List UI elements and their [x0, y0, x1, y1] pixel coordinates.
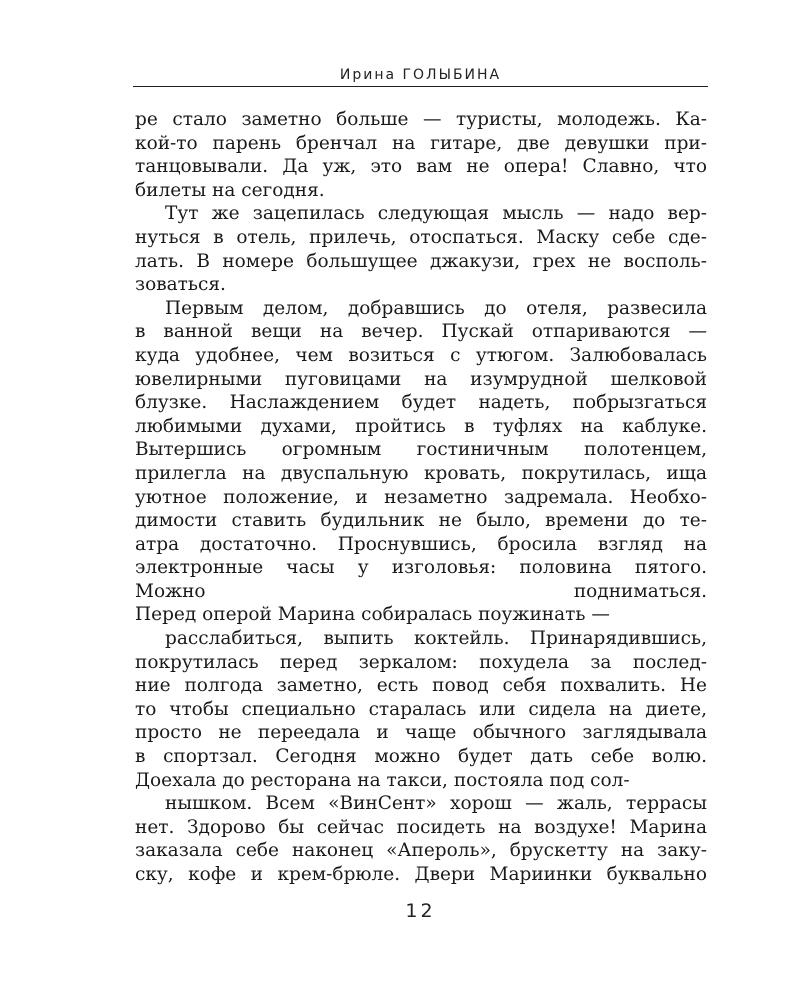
text-line: лать. В номере большущее джакузи, грех не восполь-: [135, 250, 707, 272]
text-line: Доехала до ресторана на такси, постояла под сол-: [135, 769, 630, 791]
text-line: нет. Здорово бы сейчас посидеть на воздухе! Марина: [135, 816, 707, 838]
text-line: блузке. Наслаждением будет надеть, побрызгаться: [135, 392, 707, 414]
text-line: любимыми духами, пройтись в туфлях на каблуке.: [135, 415, 707, 437]
text-line: Первым делом, добравшись до отеля, развесила: [165, 297, 707, 319]
text-line: прилегла на двуспальную кровать, покрутилась, ища: [135, 462, 707, 484]
text-line: то чтобы специально старалась или сидела на диете,: [135, 698, 707, 720]
running-head: Ирина ГОЛЫБИНА: [339, 67, 502, 83]
book-page-text: [135, 108, 707, 887]
text-line: Перед оперой Марина собиралась поужинать —: [135, 604, 610, 626]
text-line: в спортзал. Сегодня можно будет дать себе волю.: [135, 746, 707, 768]
text-line: уютное положение, и незаметно задремала. Необхо-: [135, 486, 707, 508]
header-rule: [133, 86, 708, 87]
text-line: Вытершись огромным гостиничным полотенцем,: [135, 439, 707, 461]
text-line: билеты на сегодня.: [135, 179, 325, 201]
text-line: ре стало заметно больше — туристы, молодежь. Ка-: [135, 109, 707, 130]
text-line: кой-то парень бренчал на гитаре, две девушки при-: [135, 132, 707, 154]
text-line: куда удобнее, чем возиться с утюгом. Залюбовалась: [135, 344, 707, 366]
text-line: электронные часы у изголовья: половина пятого.: [135, 557, 707, 579]
text-line: ювелирными пуговицами на изумрудной шелковой: [135, 368, 707, 390]
text-line: просто не переедала и чаще обычного заглядывала: [135, 722, 707, 744]
text-line: зоваться.: [135, 274, 226, 296]
text-line: ние полгода заметно, есть повод себя похвалить. Не: [135, 675, 707, 697]
text-line: расслабиться, выпить коктейль. Принарядившись,: [165, 628, 707, 650]
text-line: покрутилась перед зеркалом: похудела за послед-: [135, 651, 707, 673]
text-line: Можно подниматься.: [135, 580, 707, 602]
text-line: димости ставить будильник не было, времени до те-: [135, 510, 707, 532]
text-line: нуться в отель, прилечь, отоспаться. Маску себе сде-: [135, 226, 707, 248]
text-line: танцовывали. Да уж, это вам не опера! Славно, что: [135, 156, 707, 178]
text-line: нышком. Всем «ВинСент» хорош — жаль, террасы: [165, 793, 707, 815]
text-line: заказала себе наконец «Апероль», брускетту на заку-: [135, 840, 707, 862]
page-number: 12: [405, 900, 436, 922]
text-line: ску, кофе и крем-брюле. Двери Мариинки буквально: [135, 864, 707, 885]
text-line: в ванной вещи на вечер. Пускай отпариваются —: [135, 321, 707, 343]
text-line: Тут же зацепилась следующая мысль — надо вер-: [165, 203, 707, 225]
text-line: атра достаточно. Проснувшись, бросила взгляд на: [135, 533, 707, 555]
